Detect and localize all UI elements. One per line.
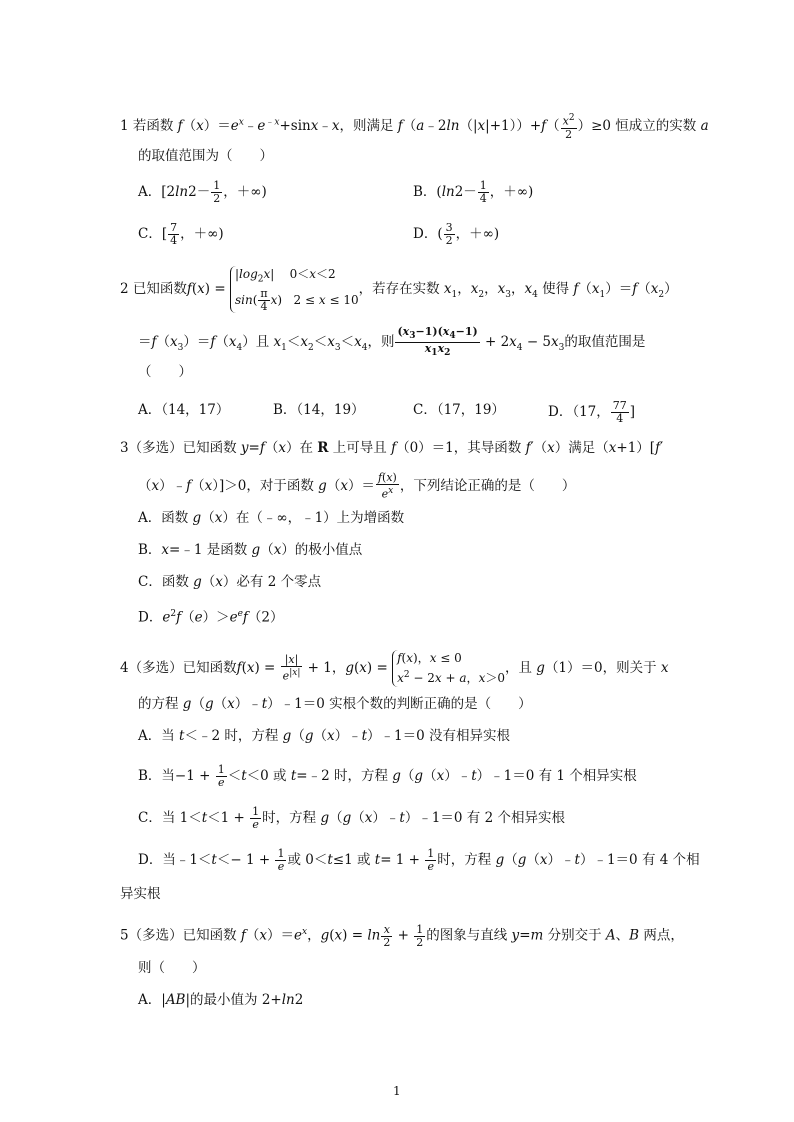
q2-option-d[interactable]: D．（17， $\frac{77}{4}$ ] (548, 399, 636, 425)
q3-option-b[interactable]: B．x=﹣1 是函数 g（x）的极小值点 (138, 542, 363, 558)
q4-stem: 4（多选）已知函数f(x) = $\frac{|x|}{e^{|x|}}$ + 1，g(x) = f(x)，x ≤ 0 $x^2 - 2x + a$，x＞0，且 g（1）＝0，则关于 x (120, 651, 669, 685)
q4-option-a[interactable]: A．当 t＜﹣2 时，方程 g（g（x）﹣t）﹣1＝0 没有相异实根 (138, 728, 511, 744)
q2-option-c[interactable]: C．（17，19） (413, 402, 505, 418)
q3-stem-cont: （x）﹣f（x）]＞0，对于函数 g（x）＝ $\frac{f(x)}{e^x}$ ，下列结论正确的是（ ） (138, 471, 576, 501)
q4-stem-cont: 的方程 g（g（x）﹣t）﹣1＝0 实根个数的判断正确的是（ ） (138, 696, 532, 712)
q5-stem: 5（多选）已知函数 $f(x)=e^x$，g(x) = ln $\frac{x}{2}$ + $\frac{1}{2}$ 的图象与直线 y=m 分别交于 A、B 两点， (120, 922, 684, 949)
q2-stem-paren: （ ） (138, 364, 192, 380)
q1-stem: 1 若函数 $f(x)=e^x﹣e^{﹣x}+\sin x﹣x$，则满足 f（a﹣2ln（|x|+1））+f（ $\frac{x^2}{2}$ ）≥0 恒成立的实数 a (120, 113, 709, 141)
q2-option-a[interactable]: A．（14，17） (138, 402, 230, 418)
q4-option-d[interactable]: D．当﹣1＜t＜− 1 + $\frac{1}{e}$ 或 0＜t≤1 或 t= 1 + $\frac{1}{e}$ 时，方程 g（g（x）﹣t）﹣1＝0 有 4 个相 (138, 847, 700, 873)
q1-stem-cont: 的取值范围为（ ） (138, 148, 273, 164)
q5-option-a[interactable]: A．|AB|的最小值为 2+ln2 (138, 992, 304, 1008)
q3-stem: 3（多选）已知函数 y=f（x）在 R 上可导且 f（0）＝1，其导函数 f′（x）满足（x+1）[f′ (120, 440, 664, 456)
q3-option-d[interactable]: D．$e^2f(e)>e^ef(2)$ (138, 609, 284, 626)
q1-option-b[interactable]: B．(ln2－ $\frac{1}{4}$ ，＋∞) (413, 179, 534, 205)
q4-option-c[interactable]: C．当 1＜t＜1 + $\frac{1}{e}$ 时，方程 g（g（x）﹣t）﹣1＝0 有 2 个相异实根 (138, 805, 565, 831)
q2-option-b[interactable]: B．（14，19） (273, 402, 365, 418)
q1-option-a[interactable]: A．[2ln2－ $\frac{1}{2}$ ，＋∞) (138, 179, 267, 205)
q1-option-c[interactable]: C．[ $\frac{7}{4}$ ，＋∞) (138, 221, 224, 247)
q3-option-c[interactable]: C．函数 g（x）必有 2 个零点 (138, 574, 322, 590)
q5-stem-cont: 则（ ） (138, 960, 206, 976)
q2-stem-cont: $=f(x_3)=f(x_4)$且 $x_1<x_2<x_3<x_4$，则 $\frac{(x_3-1)(x_4-1)}{x_1x_2}$ + $2x_4 - 5x_3$的取值范围是 (138, 325, 646, 359)
q4-option-b[interactable]: B．当−1 + $\frac{1}{e}$ ＜t＜0 或 t=﹣2 时，方程 g（g（x）﹣t）﹣1＝0 有 1 个相异实根 (138, 763, 637, 789)
q4-option-d-cont: 异实根 (120, 886, 161, 902)
page-number: 1 (393, 1084, 401, 1098)
q3-option-a[interactable]: A．函数 g（x）在（﹣∞，﹣1）上为增函数 (138, 510, 405, 526)
q2-stem: 2 已知函数$f(x) = |\log_2x|$ 0＜x＜2 sin( $\frac{\pi}{4}$ x) 2 ≤ x ≤ 10，若存在实数 $x_1$，$x_2$，$x_3$，$x_4$ 使得 $f(x_1)=f(x_2)$ (120, 267, 678, 314)
q1-option-d[interactable]: D．( $\frac{3}{2}$ ，＋∞) (413, 221, 500, 247)
